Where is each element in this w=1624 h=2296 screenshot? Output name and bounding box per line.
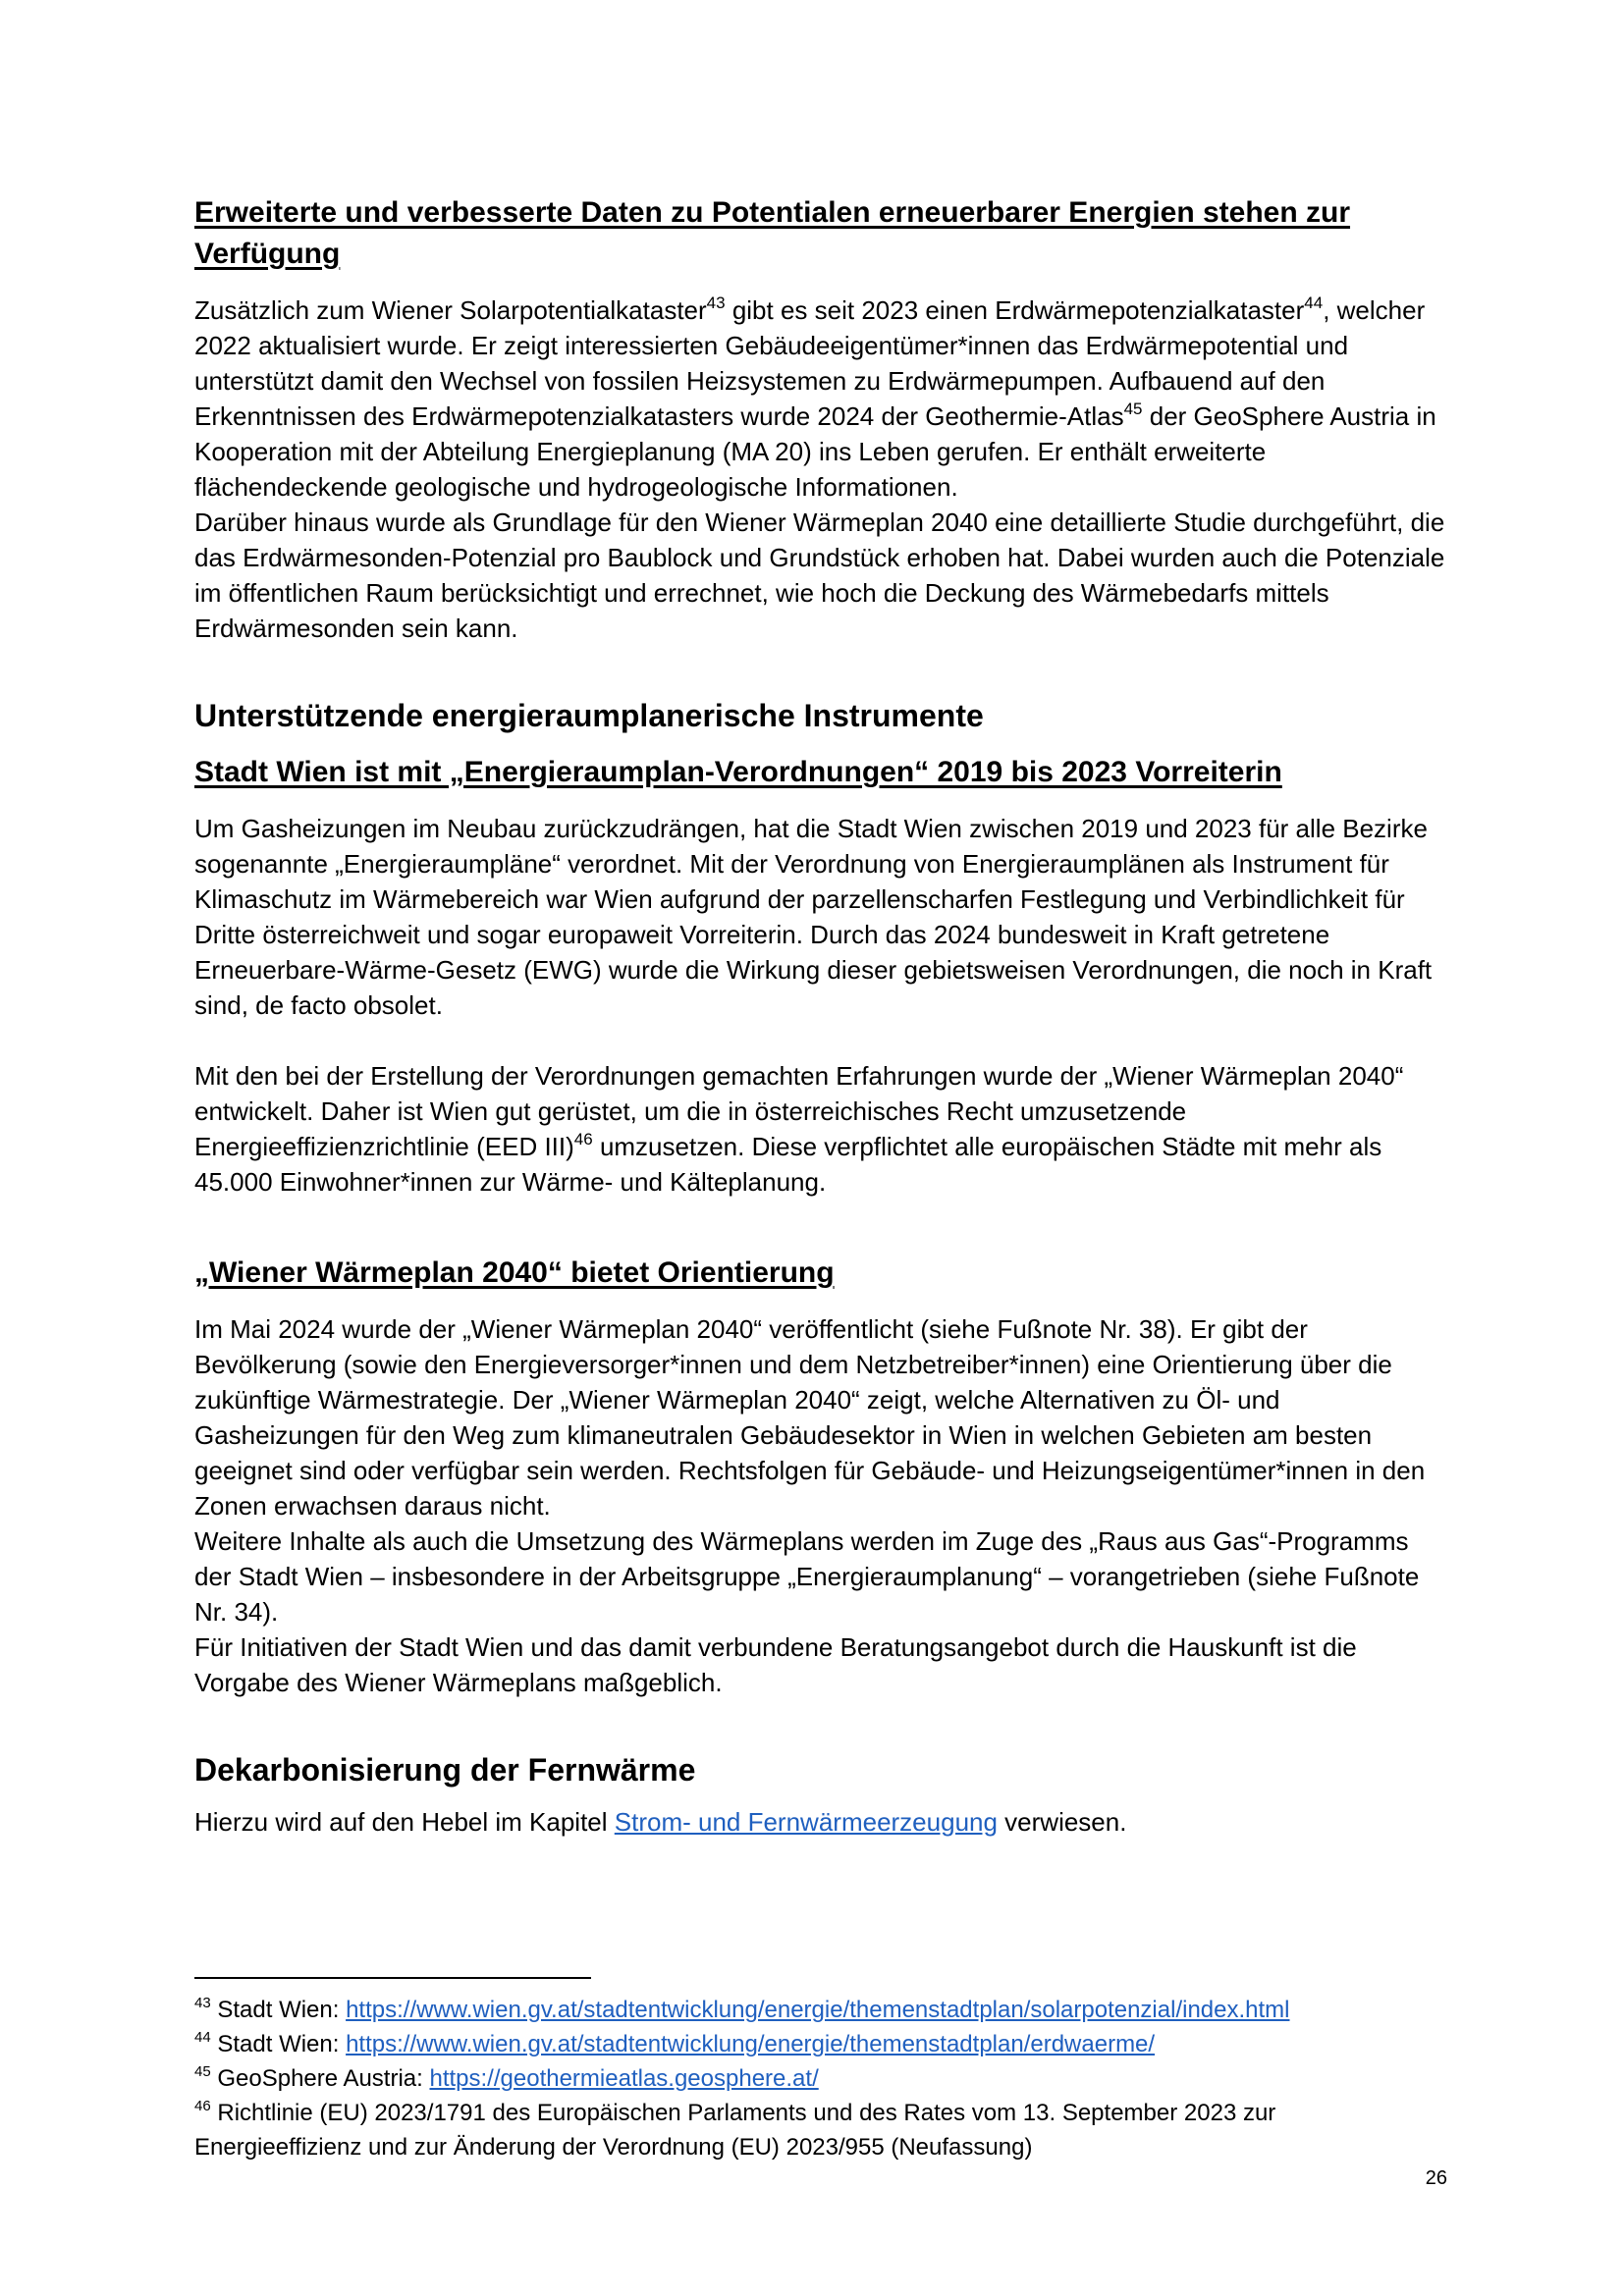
text-run: der GeoSphere Austria in Kooperation mit der Abteilung Energieplanung (MA 20) ins Leben gerufen. Er enthält erweiterte flächendeckende geologische und hydrogeologische Informationen. <box>194 401 1436 502</box>
footnote-43 <box>194 1993 1447 2027</box>
text-run: Zusätzlich zum Wiener Solarpotentialkataster <box>194 295 707 325</box>
footnote-link-solarpotenzial[interactable]: https://www.wien.gv.at/stadtentwicklung/energie/themenstadtplan/solarpotenzial/index.html <box>346 1997 1290 2023</box>
footnote-ref-43[interactable]: 43 <box>706 294 726 312</box>
footnotes <box>194 1977 1447 2164</box>
paragraph-waermeplan <box>194 1311 1447 1700</box>
text-run: Hierzu wird auf den Hebel im Kapitel <box>194 1807 615 1837</box>
footnote-text: Stadt Wien: <box>210 1997 347 2023</box>
footnote-ref-46[interactable]: 46 <box>573 1130 593 1148</box>
footnote-ref-45[interactable]: 45 <box>1123 400 1143 418</box>
text-run: Für Initiativen der Stadt Wien und das damit verbundene Beratungsangebot durch die Hauskunft ist die Vorgabe des Wiener Wärmeplans maßgeblich. <box>194 1632 1357 1697</box>
heading-fernwaerme: Dekarbonisierung der Fernwärme <box>194 1752 696 1788</box>
footnote-text: Stadt Wien: <box>210 2031 347 2057</box>
footnote-ref-44[interactable]: 44 <box>1304 294 1324 312</box>
footnote-number: 43 <box>194 1995 211 2011</box>
text-run: Im Mai 2024 wurde der „Wiener Wärmeplan 2040“ veröffentlicht (siehe Fußnote Nr. 38). Er gibt der Bevölkerung (sowie den Energieversorger*innen und dem Netzbetreiber*innen) eine Orientierung über die zukünftige Wärmestrategie. Der „Wiener Wärmeplan 2040“ zeigt, welche Alternativen zu Öl- und Gasheizungen für den Weg zum klimaneutralen Gebäudesektor in Wien in welchen Gebieten am besten geeignet sind oder verfügbar sein werden. Rechtsfolgen für Gebäude- und Heizungseigentümer*innen in den Zonen erwachsen daraus nicht. <box>194 1314 1426 1521</box>
heading-waermeplan: „Wiener Wärmeplan 2040“ bietet Orientierung <box>194 1256 835 1289</box>
footnote-46 <box>194 2096 1447 2164</box>
footnote-link-erdwaerme[interactable]: https://www.wien.gv.at/stadtentwicklung/energie/themenstadtplan/erdwaerme/ <box>346 2031 1156 2057</box>
footnote-text: GeoSphere Austria: <box>210 2065 430 2092</box>
heading-instruments: Unterstützende energieraumplanerische Instrumente <box>194 698 984 733</box>
text-run: Darüber hinaus wurde als Grundlage für den Wiener Wärmeplan 2040 eine detaillierte Studie durchgeführt, die das Erdwärmesonden-Potenzial pro Baublock und Grundstück erhoben hat. Dabei wurden auch die Potenziale im öffentlichen Raum berücksichtigt und errechnet, wie hoch die Deckung des Wärmebedarfs mittels Erdwärmesonden sein kann. <box>194 507 1445 643</box>
chapter-link-strom-fernwaerme[interactable]: Strom- und Fernwärmeerzeugung <box>614 1807 998 1837</box>
text-run: , welcher 2022 aktualisiert wurde. Er zeigt interessierten Gebäudeeigentümer*innen das Erdwärmepotential und unterstützt damit den Wechsel von fossilen Heizsystemen zu Erdwärmepumpen. Aufbauend auf den Erkenntnissen des Erdwärmepotenzialkatasters wurde 2024 der Geothermie-Atlas <box>194 295 1426 431</box>
footnote-number: 45 <box>194 2063 211 2080</box>
footnote-text: Richtlinie (EU) 2023/1791 des Europäischen Parlaments und des Rates vom 13. September 2023 zur Energieeffizienz und zur Änderung der Verordnung (EU) 2023/955 (Neufassung) <box>194 2100 1276 2161</box>
footnote-separator <box>194 1977 591 1979</box>
paragraph-renewable-data <box>194 293 1447 646</box>
footnote-number: 46 <box>194 2098 211 2114</box>
text-run: umzusetzen. Diese verpflichtet alle europäischen Städte mit mehr als 45.000 Einwohner*innen zur Wärme- und Kälteplanung. <box>194 1132 1382 1197</box>
page-body <box>194 192 1447 1840</box>
heading-energieraumplan: Stadt Wien ist mit „Energieraumplan-Verordnungen“ 2019 bis 2023 Vorreiterin <box>194 756 1282 788</box>
footnote-44 <box>194 2027 1447 2061</box>
paragraph-energieraumplan: Um Gasheizungen im Neubau zurückzudrängen, hat die Stadt Wien zwischen 2019 und 2023 für alle Bezirke sogenannte „Energieraumpläne“ verordnet. Mit der Verordnung von Energieraumplänen als Instrument für Klimaschutz im Wärmebereich war Wien aufgrund der parzellenscharfen Festlegung und Verbindlichkeit für Dritte österreichweit und sogar europaweit Vorreiterin. Durch das 2024 bundesweit in Kraft getretene Erneuerbare-Wärme-Gesetz (EWG) wurde die Wirkung dieser gebietsweisen Verordnungen, die noch in Kraft sind, de facto obsolet. <box>194 814 1433 1020</box>
text-run: Mit den bei der Erstellung der Verordnungen gemachten Erfahrungen wurde der „Wiener Wärmeplan 2040“ entwickelt. Daher ist Wien gut gerüstet, um die in österreichisches Recht umzusetzende Energieeffizienzrichtlinie (EED III) <box>194 1061 1404 1161</box>
footnote-link-geothermieatlas[interactable]: https://geothermieatlas.geosphere.at/ <box>429 2065 819 2092</box>
footnote-number: 44 <box>194 2029 211 2046</box>
text-run: verwiesen. <box>997 1807 1127 1837</box>
heading-renewable-data: Erweiterte und verbesserte Daten zu Potentialen erneuerbarer Energien stehen zur Verfügung <box>194 196 1351 270</box>
text-run: Weitere Inhalte als auch die Umsetzung des Wärmeplans werden im Zuge des „Raus aus Gas“-Programms der Stadt Wien – insbesondere in der Arbeitsgruppe „Energieraumplanung“ – vorangetrieben (siehe Fußnote Nr. 34). <box>194 1526 1420 1627</box>
paragraph-waermeplan-intro <box>194 1058 1447 1200</box>
page-number: 26 <box>1425 2167 1447 2189</box>
text-run: gibt es seit 2023 einen Erdwärmepotenzialkataster <box>725 295 1305 325</box>
footnote-45 <box>194 2061 1447 2096</box>
paragraph-fernwaerme <box>194 1804 1447 1840</box>
